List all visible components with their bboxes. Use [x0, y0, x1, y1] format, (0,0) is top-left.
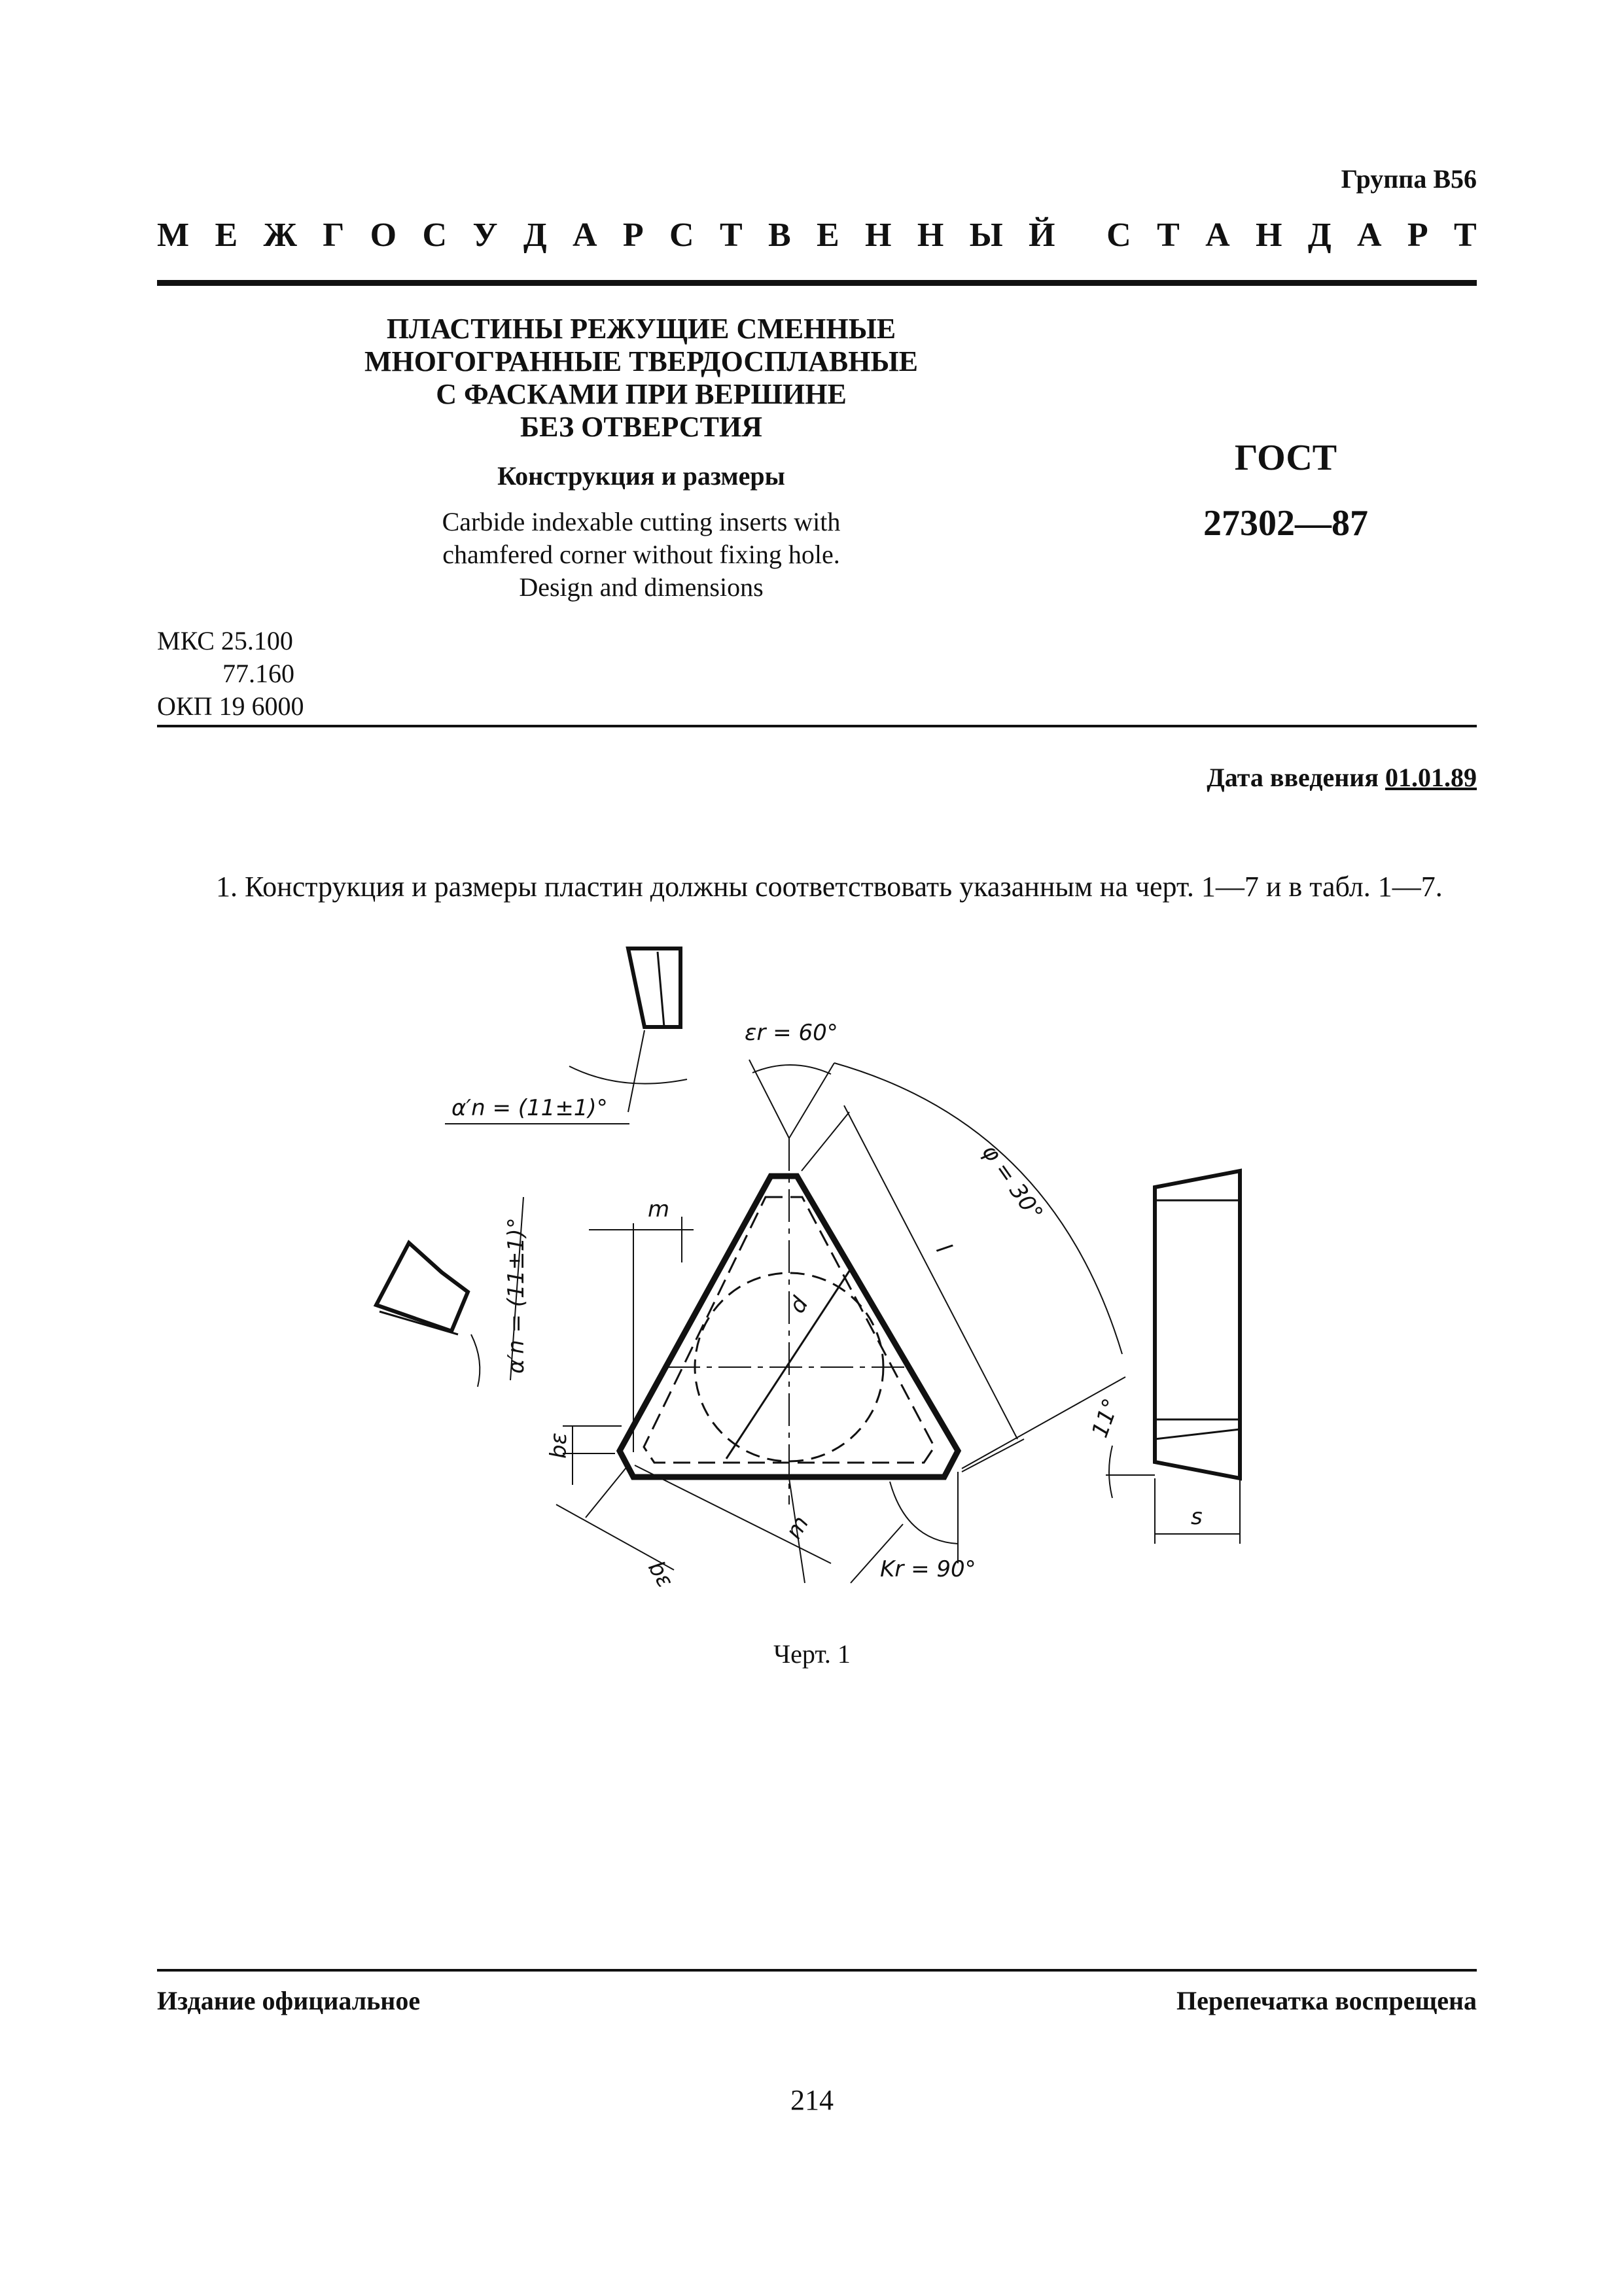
- title-ru-line: БЕЗ ОТВЕРСТИЯ: [520, 411, 762, 443]
- label-b-bottom: bε: [643, 1556, 679, 1593]
- b-bottom-line: [556, 1505, 674, 1570]
- heading-letter: Г: [323, 217, 345, 254]
- side-angle-arc: [1109, 1446, 1112, 1498]
- top-section-line: [658, 952, 664, 1027]
- group-code: Группа В56: [1341, 164, 1477, 194]
- footer-reprint-prohibited: Перепечатка воспрещена: [1176, 1986, 1477, 2015]
- heading-letter: Н: [1256, 217, 1282, 254]
- heading-letter: Р: [1407, 217, 1428, 254]
- page-number: 214: [790, 2084, 834, 2116]
- left-section: [376, 1243, 468, 1331]
- dim-l-ext2: [962, 1439, 1024, 1472]
- heading-letter: Е: [817, 217, 839, 254]
- heading-letter: Н: [865, 217, 892, 254]
- label-phi: φ = 30°: [976, 1139, 1048, 1226]
- footer-rule: [157, 1969, 1477, 1972]
- heading-letter: С: [422, 217, 448, 254]
- okp-code: ОКП 19 6000: [157, 691, 304, 721]
- side-view: [1155, 1171, 1240, 1478]
- label-m-top: m: [648, 1196, 670, 1223]
- drawing-caption: Черт. 1: [773, 1639, 851, 1669]
- gost-label: ГОСТ: [1234, 438, 1337, 478]
- heading-letter: Е: [215, 217, 238, 254]
- label-b-left: bε: [546, 1433, 572, 1459]
- side-view-chamfer: [1155, 1429, 1240, 1439]
- title-en-line: chamfered corner without fixing hole.: [442, 540, 840, 569]
- top-alpha-arc: [569, 1066, 687, 1084]
- heading-letter: Т: [1453, 217, 1477, 254]
- heading-letter: С: [1106, 217, 1131, 254]
- heading-letter: Ы: [969, 217, 1003, 254]
- left-section-line: [380, 1312, 458, 1334]
- heading-letter: М: [157, 217, 190, 254]
- heading-letter: А: [573, 217, 597, 254]
- footer-official-edition: Издание официальное: [157, 1986, 421, 2015]
- kappa-arc: [890, 1482, 958, 1544]
- heading-letter: А: [1356, 217, 1382, 254]
- heading-letter: В: [768, 217, 791, 254]
- title-ru-line: ПЛАСТИНЫ РЕЖУЩИЕ СМЕННЫЕ: [386, 313, 896, 345]
- label-kappa: Kr = 90°: [880, 1556, 976, 1582]
- label-alpha-left: α′n = (11±1)°: [503, 1217, 529, 1374]
- paragraph-1: 1. Конструкция и размеры пластин должны соответствовать указанным на черт. 1—7 и в табл. 1—7.: [216, 871, 1443, 903]
- intro-date-value: 01.01.89: [1385, 763, 1477, 792]
- left-alpha-arc: [471, 1334, 480, 1387]
- intro-date-label: Дата введения: [1207, 763, 1379, 792]
- heading-letter: У: [472, 217, 498, 254]
- label-s: s: [1191, 1504, 1203, 1530]
- label-angle-side: 11°: [1086, 1395, 1125, 1442]
- gost-number: 27302—87: [1203, 503, 1368, 544]
- top-section: [628, 948, 680, 1027]
- label-d: d: [784, 1292, 814, 1318]
- heading-letter: Д: [1307, 217, 1332, 254]
- heading-letter: Й: [1029, 217, 1055, 254]
- eps-line-2: [789, 1063, 834, 1138]
- label-l: l: [930, 1239, 957, 1258]
- label-m-bottom: m: [781, 1511, 815, 1544]
- heading-letter: Т: [1157, 217, 1180, 254]
- label-alpha-top: α′n = (11±1)°: [451, 1095, 608, 1121]
- title-en-line: Carbide indexable cutting inserts with: [442, 507, 841, 536]
- heading-letter: Р: [622, 217, 644, 254]
- title-en-line: Design and dimensions: [519, 572, 764, 602]
- title-ru-line: МНОГОГРАННЫЕ ТВЕРДОСПЛАВНЫЕ: [364, 345, 919, 377]
- heading-letter: Н: [917, 217, 944, 254]
- b-bottom-ext: [586, 1465, 628, 1518]
- heading-letter: О: [370, 217, 397, 254]
- label-epsilon: εr = 60°: [745, 1020, 838, 1046]
- heading-letter: Ж: [263, 217, 297, 254]
- heading-letter: Т: [719, 217, 743, 254]
- top-alpha-ext: [628, 1030, 644, 1112]
- heading-letter: А: [1205, 217, 1230, 254]
- title-ru-line: С ФАСКАМИ ПРИ ВЕРШИНЕ: [436, 378, 847, 410]
- eps-arc: [752, 1065, 831, 1074]
- mks-code-2: 77.160: [222, 659, 294, 688]
- mks-code: МКС 25.100: [157, 626, 293, 655]
- subtitle-ru: Конструкция и размеры: [497, 461, 785, 491]
- heading-letter: Д: [523, 217, 547, 254]
- heading-letter: С: [669, 217, 694, 254]
- dim-l-ext1: [802, 1112, 849, 1171]
